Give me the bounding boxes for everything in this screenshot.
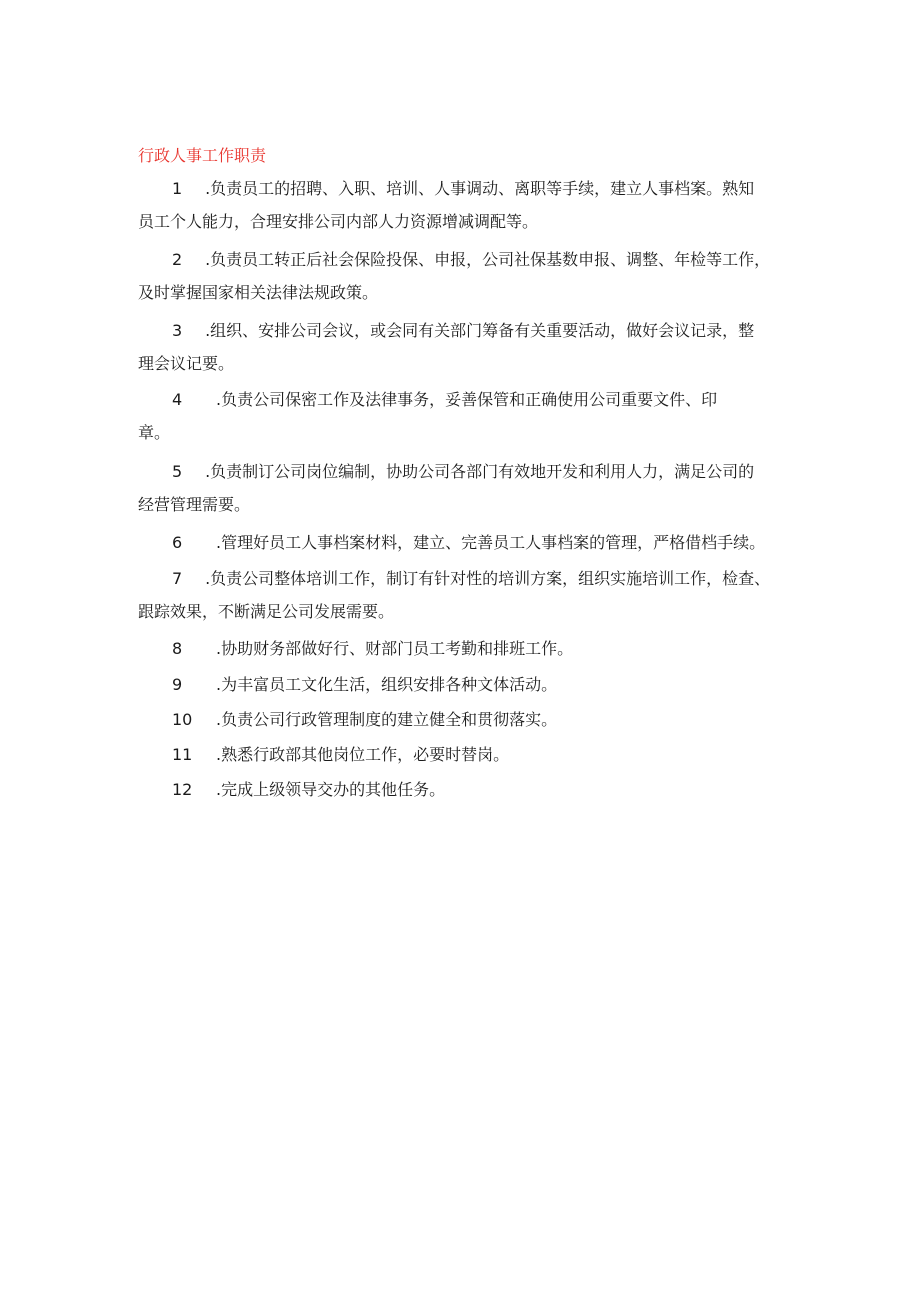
list-item xyxy=(138,668,798,701)
item-text-cont: 跟踪效果，不断满足公司发展需要。 xyxy=(138,602,395,621)
item-number: 9 xyxy=(172,675,183,694)
item-text-cont: 理会议记要。 xyxy=(138,354,235,373)
item-text: .协助财务部做好行、财部门员工考勤和排班工作。 xyxy=(216,639,574,658)
item-text: .完成上级领导交办的其他任务。 xyxy=(216,780,446,799)
item-number: 10 xyxy=(172,710,193,729)
item-text: .负责员工的招聘、入职、培训、人事调动、离职等手续，建立人事档案。熟知 xyxy=(200,179,755,198)
item-number: 5 xyxy=(172,462,183,481)
item-number: 8 xyxy=(172,639,183,658)
document-title: 行政人事工作职责 xyxy=(138,146,267,165)
list-item xyxy=(138,632,798,665)
item-number: 4 xyxy=(172,390,183,409)
item-text-cont: 及时掌握国家相关法律法规政策。 xyxy=(138,283,379,302)
list-item xyxy=(138,703,798,736)
list-item xyxy=(138,773,798,806)
item-number: 12 xyxy=(172,780,193,799)
item-number: 2 xyxy=(172,250,183,269)
item-text: .负责公司整体培训工作，制订有针对性的培训方案，组织实施培训工作，检查、 xyxy=(200,569,771,588)
item-text: .负责公司行政管理制度的建立健全和贯彻落实。 xyxy=(216,710,558,729)
item-text: .负责员工转正后社会保险投保、申报，公司社保基数申报、调整、年检等工作， xyxy=(200,250,771,269)
item-text: .为丰富员工文化生活，组织安排各种文体活动。 xyxy=(216,675,558,694)
item-text: .管理好员工人事档案材料，建立、完善员工人事档案的管理，严格借档手续。 xyxy=(216,533,766,552)
item-text-cont: 章。 xyxy=(138,423,171,442)
list-item xyxy=(138,383,798,449)
item-text-cont: 员工个人能力，合理安排公司内部人力资源增减调配等。 xyxy=(138,212,539,231)
item-number: 6 xyxy=(172,533,183,552)
list-item xyxy=(138,172,798,238)
list-item xyxy=(138,562,798,628)
item-number: 7 xyxy=(172,569,183,588)
list-item xyxy=(138,314,798,380)
item-number: 3 xyxy=(172,321,183,340)
list-item xyxy=(138,526,798,559)
list-item xyxy=(138,243,798,309)
item-number: 1 xyxy=(172,179,183,198)
item-text: .熟悉行政部其他岗位工作，必要时替岗。 xyxy=(216,745,510,764)
item-text-cont: 经营管理需要。 xyxy=(138,495,251,514)
item-number: 11 xyxy=(172,745,193,764)
item-text: .组织、安排公司会议，或会同有关部门筹备有关重要活动，做好会议记录，整 xyxy=(200,321,755,340)
list-item xyxy=(138,738,798,771)
item-text: .负责制订公司岗位编制，协助公司各部门有效地开发和利用人力，满足公司的 xyxy=(200,462,755,481)
item-text: .负责公司保密工作及法律事务，妥善保管和正确使用公司重要文件、印 xyxy=(216,390,718,409)
list-item xyxy=(138,455,798,521)
